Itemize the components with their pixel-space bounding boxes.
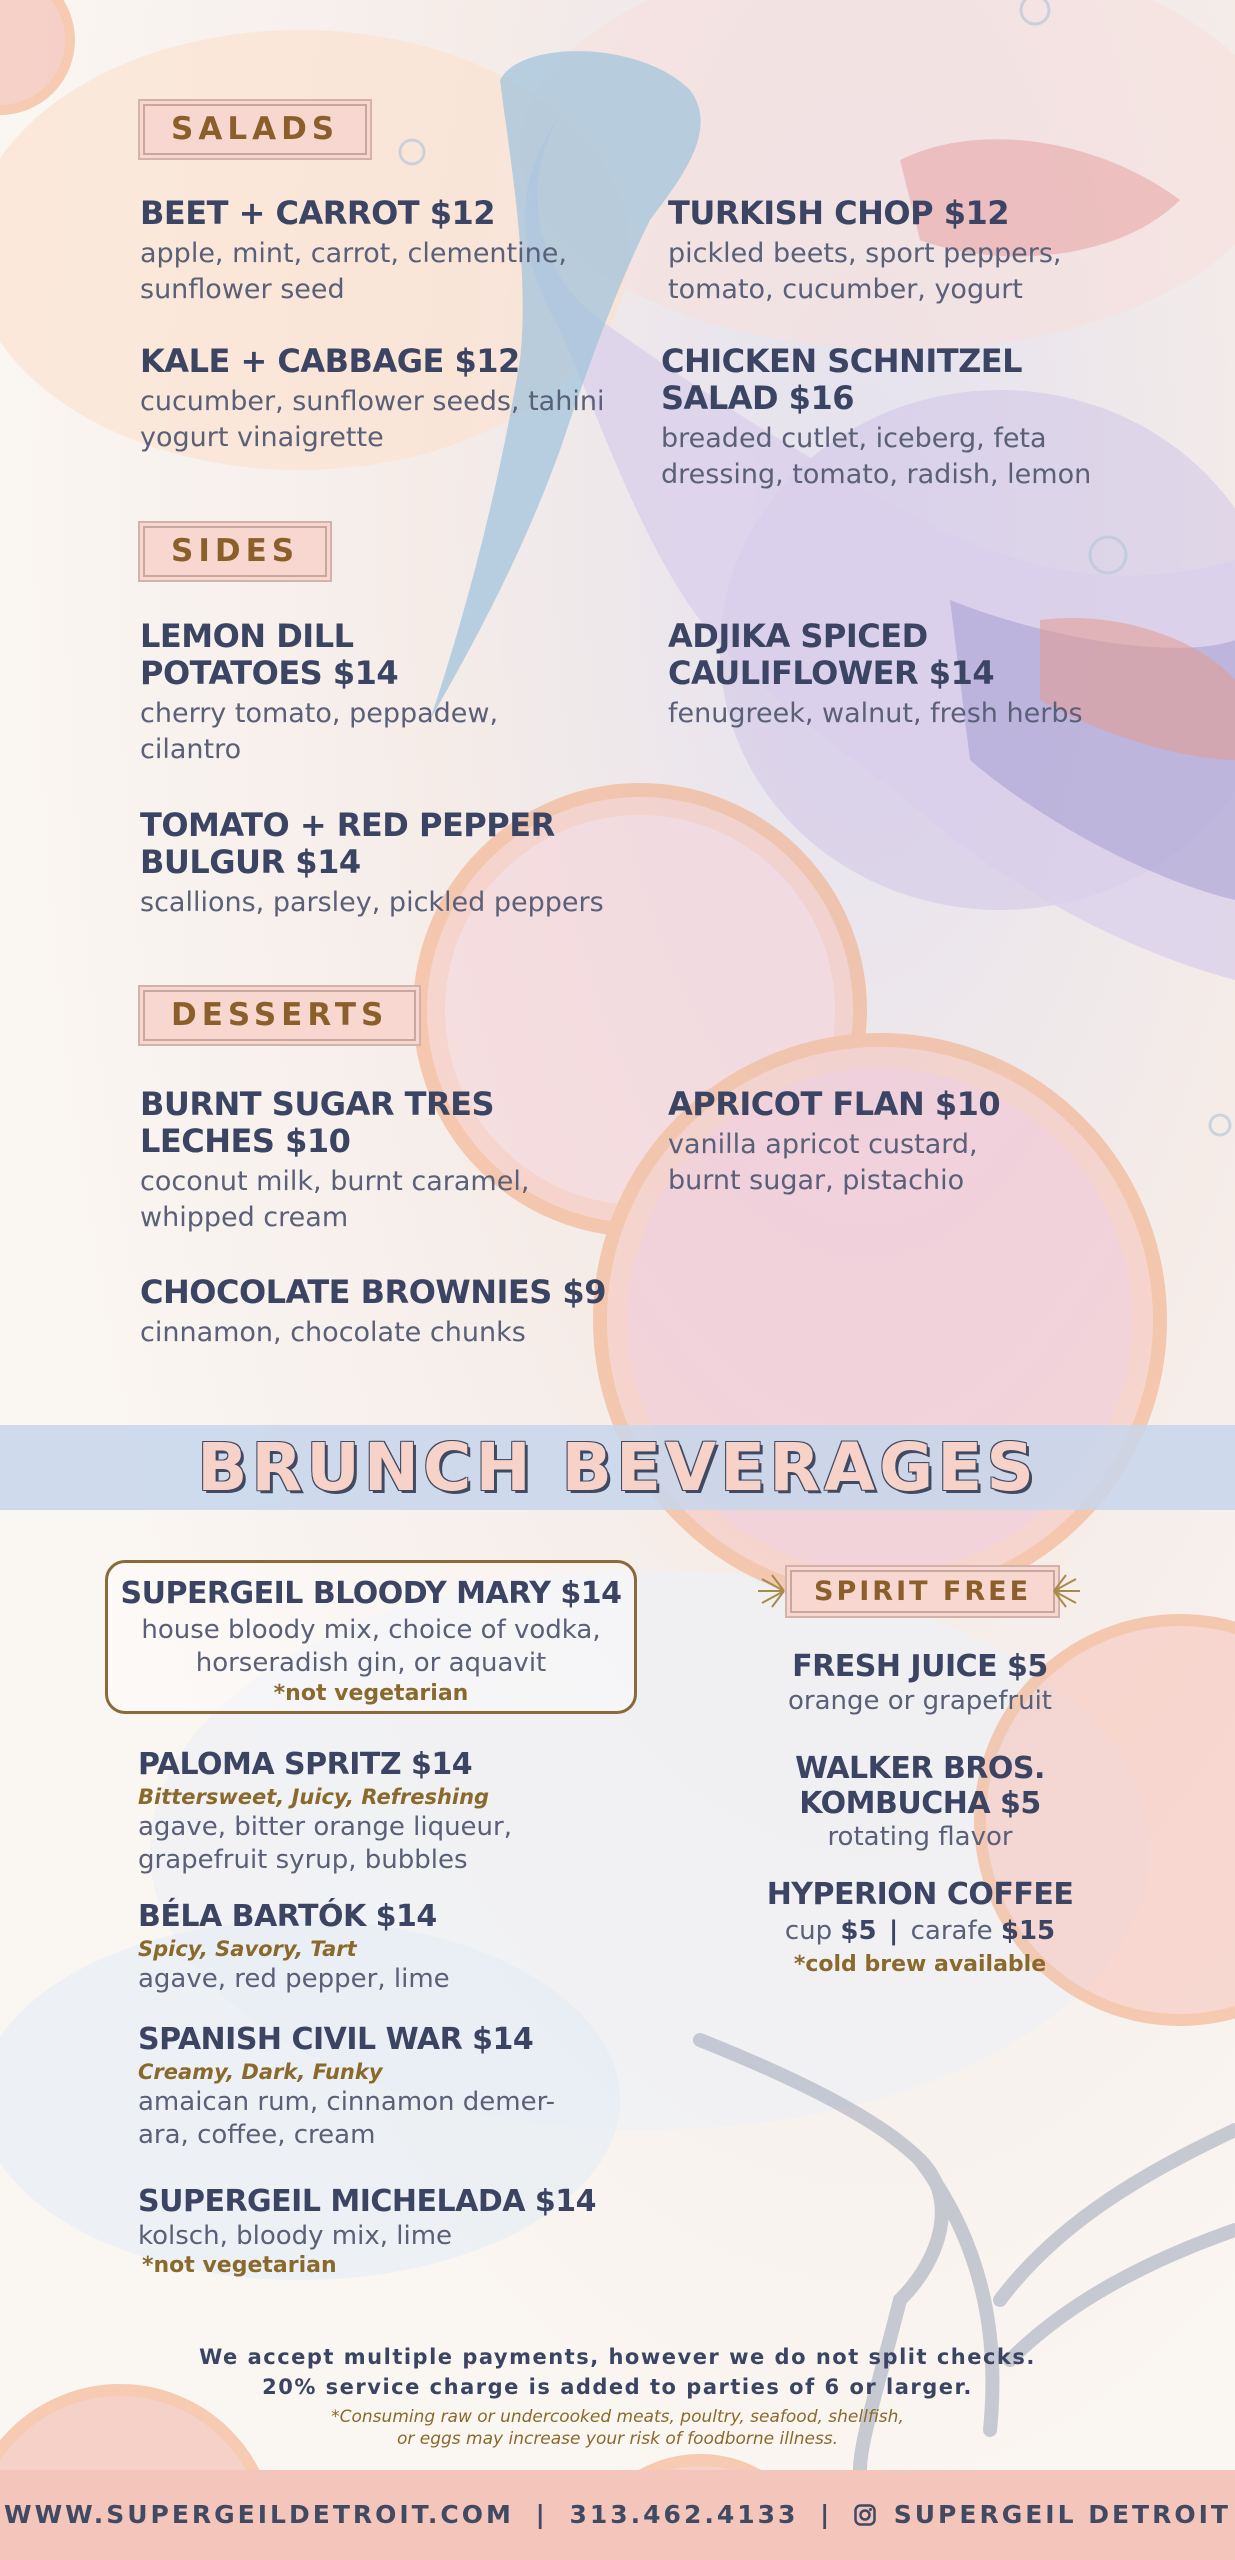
item-name: CHICKEN SCHNITZEL SALAD $16 [661,342,1023,417]
item-name: HYPERION COFFEE [766,1877,1074,1912]
item-desc: scallions, parsley, pickled peppers [140,886,604,918]
item-tagline: Creamy, Dark, Funky [138,2059,383,2084]
item-desc: amaican rum, cinnamon demer-ara, coffee, cream [138,2086,556,2151]
cup-price: $5 [840,1915,877,1946]
menu-item [138,1900,618,1996]
price-separator: | [888,1915,899,1946]
menu-item [668,1086,1148,1200]
item-desc: rotating flavor [827,1822,1013,1852]
item-desc: breaded cutlet, iceberg, feta dressing, tomato, radish, lemon [661,422,1092,491]
warning-line-1: *Consuming raw or undercooked meats, poultry, seafood, shellfish, [331,2407,904,2427]
sides-section-label: SIDES [143,526,327,577]
item-name: WALKER BROS. KOMBUCHA $5 [795,1751,1045,1821]
item-name: KALE + CABBAGE $12 [140,342,520,380]
item-name: FRESH JUICE $5 [792,1649,1048,1684]
item-note: *not vegetarian [273,1681,469,1707]
menu-item [140,343,640,457]
item-desc: agave, red pepper, lime [138,1963,450,1994]
item-desc: apple, mint, carrot, clementine, sunflower seed [140,237,567,306]
menu-item [140,195,640,309]
social-handle[interactable]: SUPERGEIL DETROIT [893,2500,1231,2529]
item-desc: agave, bitter orange liqueur, grapefruit syrup, bubbles [138,1811,512,1876]
cup-label: cup [784,1915,833,1946]
menu-item [138,2185,618,2278]
phone-number[interactable]: 313.462.4133 [569,2500,799,2529]
health-warning [0,2406,1235,2450]
menu-item [710,1650,1130,1718]
menu-item [668,195,1148,309]
menu-item [661,343,1161,493]
menu-item [140,1086,620,1236]
item-name: ADJIKA SPICED CAULIFLOWER $14 [668,617,995,692]
item-name: CHOCOLATE BROWNIES $9 [140,1273,606,1311]
beverages-title: BRUNCH BEVERAGES [197,1429,1038,1506]
item-desc: fenugreek, walnut, fresh herbs [668,697,1083,729]
item-name: SUPERGEIL MICHELADA $14 [138,2184,597,2219]
salads-section-label: SALADS [143,104,367,155]
item-desc: coconut milk, burnt caramel, whipped cream [140,1165,530,1234]
item-desc: cucumber, sunflower seeds, tahini yogurt vinaigrette [140,385,605,454]
item-name: APRICOT FLAN $10 [668,1085,1001,1123]
footer-separator: | [820,2500,833,2529]
menu-item [140,1274,700,1351]
sparkle-right-icon [1052,1573,1082,1609]
coffee-prices [710,1915,1130,1949]
item-name: TOMATO + RED PEPPER BULGUR $14 [140,806,555,881]
payment-line-1: We accept multiple payments, however we do not split checks. [199,2345,1036,2369]
spirit-free-label: SPIRIT FREE [790,1570,1055,1613]
item-tagline: Spicy, Savory, Tart [138,1936,357,1961]
menu-item [140,618,600,768]
menu-item [138,1748,618,1878]
item-name: PALOMA SPRITZ $14 [138,1747,473,1782]
item-desc: cinnamon, chocolate chunks [140,1316,526,1348]
website-link[interactable]: WWW.SUPERGEILDETROIT.COM [4,2500,514,2529]
item-name: BÉLA BARTÓK $14 [138,1899,437,1934]
item-desc: cherry tomato, peppadew, cilantro [140,697,499,766]
item-desc: pickled beets, sport peppers, tomato, cucumber, yogurt [668,237,1062,306]
item-name: SPANISH CIVIL WAR $14 [138,2022,534,2057]
footer-separator: | [535,2500,548,2529]
menu-item [710,1878,1130,1977]
menu-item [140,807,640,921]
item-name: LEMON DILL POTATOES $14 [140,617,399,692]
item-desc: house bloody mix, choice of vodka, horseradish gin, or aquavit [141,1614,601,1679]
bloody-mary-box [105,1560,637,1714]
item-desc: vanilla apricot custard, burnt sugar, pistachio [668,1128,978,1197]
item-tagline: Bittersweet, Juicy, Refreshing [138,1784,490,1809]
item-name: TURKISH CHOP $12 [668,194,1009,232]
item-name: SUPERGEIL BLOODY MARY $14 [120,1576,622,1611]
payment-note [0,2342,1235,2403]
sparkle-left-icon [756,1573,786,1609]
desserts-section-label: DESSERTS [143,990,416,1041]
menu-item [745,1752,1095,1855]
menu-item [138,2023,618,2153]
warning-line-2: or eggs may increase your risk of foodborne illness. [396,2429,839,2450]
payment-line-2: 20% service charge is added to parties of 6 or larger. [262,2375,973,2400]
footer-contact [0,2470,1235,2560]
item-note: *not vegetarian [142,2253,337,2279]
item-note: *cold brew available [793,1952,1047,1978]
carafe-label: carafe [910,1915,993,1946]
item-desc: kolsch, bloody mix, lime [138,2220,453,2251]
carafe-price: $15 [1000,1915,1056,1946]
instagram-icon [854,2504,876,2526]
item-desc: orange or grapefruit [788,1685,1052,1716]
item-name: BURNT SUGAR TRES LECHES $10 [140,1085,494,1160]
menu-item [668,618,1148,732]
item-name: BEET + CARROT $12 [140,194,496,232]
